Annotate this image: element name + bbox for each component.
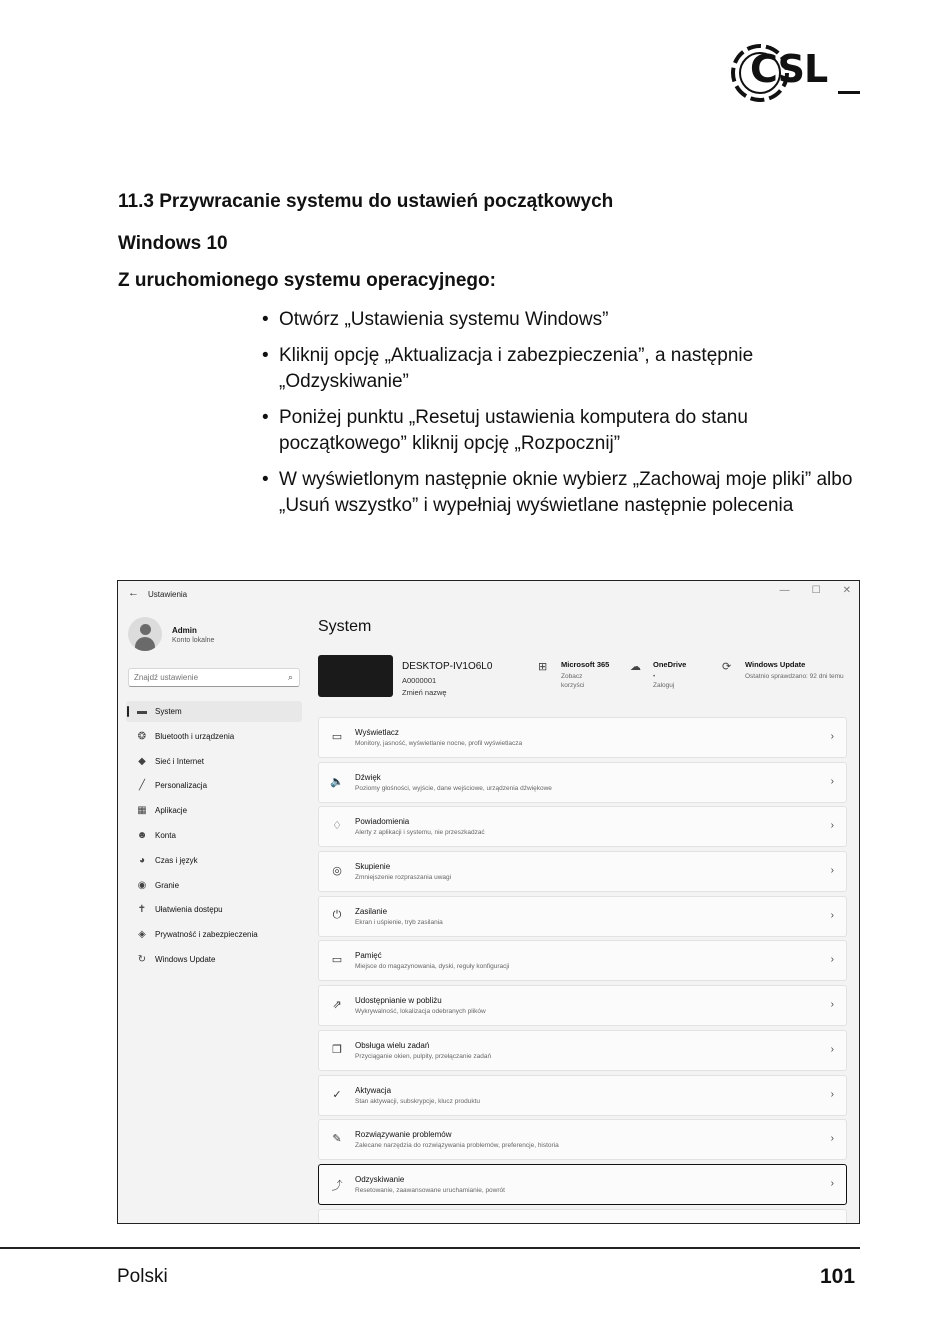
sidebar-item-time-language[interactable]: [126, 850, 302, 871]
setting-subtitle: Miejsce do magazynowania, dyski, reguły konfiguracji: [355, 963, 510, 971]
device-model: A0000001: [402, 676, 437, 685]
microsoft-logo-icon: ⊞: [538, 661, 548, 673]
settings-screenshot: [117, 580, 860, 1224]
setting-storage[interactable]: [318, 940, 847, 981]
chevron-right-icon: ›: [830, 731, 834, 742]
device-header: [318, 655, 848, 701]
instruction-item: • Otwórz „Ustawienia systemu Windows”: [262, 307, 862, 333]
chevron-right-icon: ›: [830, 999, 834, 1011]
setting-subtitle: Zalecane narzędzia do rozwiązywania problemów, preferencje, historia: [355, 1142, 559, 1150]
setting-title: Rozwiązywanie problemów: [355, 1130, 452, 1140]
tile-title: Microsoft 365: [561, 660, 610, 669]
sidebar-item-label: Windows Update: [155, 954, 216, 964]
setting-subtitle: Resetowanie, zaawansowane uruchamianie, powrót: [355, 1186, 505, 1194]
chevron-right-icon: ›: [830, 909, 834, 921]
setting-title: Skupienie: [355, 862, 391, 872]
setting-title: Udostępnianie w pobliżu: [355, 996, 442, 1006]
setting-subtitle: Zmniejszenie rozpraszania uwagi: [355, 874, 452, 882]
person-icon: ☻: [136, 829, 148, 841]
sidebar-item-label: Granie: [155, 880, 180, 890]
page-number: 101: [820, 1265, 856, 1288]
multitask-icon: ❐: [332, 1043, 342, 1056]
instruction-list: [262, 307, 862, 529]
chevron-right-icon: ›: [830, 954, 834, 966]
monitor-icon: ▬: [137, 706, 147, 717]
update-icon: ⟳: [722, 661, 732, 673]
sidebar-item-label: Konta: [155, 830, 176, 840]
desktop-thumbnail: [318, 655, 393, 697]
setting-power[interactable]: [318, 896, 847, 937]
sidebar-item-label: Prywatność i zabezpieczenia: [155, 930, 258, 940]
sidebar-nav: [126, 701, 302, 974]
tile-subtitle: • Zaloguj: [653, 673, 675, 689]
setting-subtitle: Przyciąganie okien, pulpity, przełączanie zadań: [355, 1052, 492, 1060]
shield-icon: ◈: [138, 929, 146, 941]
close-icon[interactable]: ✕: [842, 585, 851, 596]
windows-subheading: Windows 10: [118, 233, 228, 254]
sidebar-item-privacy[interactable]: [126, 924, 302, 945]
brush-icon: ╱: [138, 780, 146, 792]
wifi-icon: ◆: [138, 755, 146, 767]
focus-icon: ◎: [332, 865, 342, 878]
setting-troubleshoot[interactable]: [318, 1119, 847, 1160]
page-title: System: [318, 618, 372, 635]
sidebar-item-bluetooth[interactable]: [126, 726, 302, 747]
sidebar-item-system[interactable]: [126, 701, 302, 722]
maximize-icon[interactable]: ☐: [811, 585, 821, 596]
setting-title: Odzyskiwanie: [355, 1174, 405, 1184]
cloud-icon: ☁: [630, 661, 641, 673]
share-icon: ⇗: [332, 999, 342, 1012]
search-input[interactable]: [129, 669, 274, 686]
chevron-right-icon: ›: [830, 1177, 834, 1189]
account-type: Konto lokalne: [172, 637, 215, 644]
bell-icon: ♢: [332, 820, 342, 833]
sidebar-item-accessibility[interactable]: [126, 899, 302, 920]
sidebar-item-label: Personalizacja: [155, 781, 208, 791]
display-icon: ▭: [331, 731, 343, 743]
logo-text: CSL: [750, 47, 828, 91]
sidebar-item-gaming[interactable]: [126, 875, 302, 896]
setting-subtitle: Ekran i uśpienie, tryb zasilania: [355, 918, 443, 926]
setting-title: Aktywacja: [355, 1085, 392, 1095]
device-name: DESKTOP-IV1O6L0: [402, 661, 493, 672]
setting-display[interactable]: [318, 717, 847, 758]
recovery-icon: ⤴: [331, 1179, 343, 1192]
window-controls: [780, 585, 851, 596]
sidebar-item-label: Aplikacje: [155, 806, 188, 816]
setting-title: Obsługa wielu zadań: [355, 1040, 430, 1050]
sidebar-item-label: Bluetooth i urządzenia: [155, 731, 235, 741]
setting-title: Pamięć: [355, 951, 382, 961]
sidebar-item-label: Sieć i Internet: [155, 756, 204, 766]
sidebar-item-apps[interactable]: [126, 800, 302, 821]
bluetooth-icon: ❂: [137, 730, 147, 742]
setting-subtitle: Stan aktywacji, subskrypcje, klucz produktu: [355, 1097, 480, 1105]
setting-activation[interactable]: [318, 1075, 847, 1116]
search-box: [128, 668, 300, 687]
chevron-right-icon: ›: [830, 1088, 834, 1100]
power-icon: ⏻: [332, 908, 342, 921]
update-icon: ↻: [137, 953, 147, 965]
setting-subtitle: Alerty z aplikacji i systemu, nie przeszkadzać: [355, 829, 485, 837]
setting-focus[interactable]: [318, 851, 847, 892]
tile-title: OneDrive: [653, 660, 687, 669]
apps-icon: ▦: [137, 805, 147, 817]
tile-subtitle: Ostatnio sprawdzano: 92 dni temu: [745, 673, 844, 680]
chevron-right-icon: ›: [830, 1133, 834, 1145]
setting-title: Wyświetlacz: [355, 728, 399, 737]
back-arrow-icon[interactable]: ←: [128, 587, 139, 599]
instruction-item: • Poniżej punktu „Resetuj ustawienia komputera do stanu początkowego” kliknij opcję „Rozpocznij”: [262, 405, 862, 457]
setting-nearby-sharing[interactable]: [318, 985, 847, 1026]
section-heading: 11.3 Przywracanie systemu do ustawień początkowych: [118, 191, 614, 212]
instruction-item: • W wyświetlonym następnie oknie wybierz „Zachowaj moje pliki” albo „Usuń wszystko” i wypełniaj wyświetlane następnie polecenia: [262, 467, 862, 519]
setting-title: Zasilanie: [355, 906, 388, 916]
window-title: Ustawienia: [148, 590, 188, 599]
chevron-right-icon: ›: [830, 865, 834, 877]
speaker-icon: 🔈: [330, 775, 344, 788]
chevron-right-icon: ›: [830, 775, 834, 787]
chevron-right-icon: ›: [830, 820, 834, 832]
wrench-icon: ✎: [332, 1133, 342, 1146]
setting-subtitle: Poziomy głośności, wyjście, dane wejściowe, urządzenia dźwiękowe: [355, 784, 552, 792]
sidebar-item-accounts[interactable]: [126, 825, 302, 846]
avatar: [128, 617, 162, 651]
globe-clock-icon: ◕: [138, 854, 146, 866]
running-os-subheading: Z uruchomionego systemu operacyjnego:: [118, 270, 496, 291]
csl-logo: [728, 40, 863, 110]
chevron-right-icon: ›: [830, 1043, 834, 1055]
sidebar-item-windows-update[interactable]: [126, 949, 302, 970]
setting-title: Dźwięk: [355, 772, 381, 782]
settings-list: [318, 717, 847, 1224]
setting-subtitle: Monitory, jasność, wyświetlanie nocne, profil wyświetlacza: [355, 740, 523, 747]
tile-subtitle: Zobacz korzyści: [561, 673, 585, 689]
user-profile[interactable]: [128, 617, 308, 657]
instruction-item: • Kliknij opcję „Aktualizacja i zabezpieczenia”, a następnie „Odzyskiwanie”: [262, 343, 862, 395]
sidebar-item-label: Ułatwienia dostępu: [155, 905, 223, 915]
title-bar: [118, 581, 859, 607]
minimize-icon[interactable]: —: [779, 585, 790, 596]
setting-recovery[interactable]: [318, 1164, 847, 1205]
setting-cut-off: [318, 1209, 847, 1224]
sidebar-item-label: System: [155, 707, 182, 716]
user-name: Admin: [172, 626, 197, 635]
accessibility-icon: ✝: [137, 904, 147, 916]
footer-divider: [0, 1247, 860, 1249]
setting-title: Powiadomienia: [355, 817, 410, 827]
setting-sound[interactable]: [318, 762, 847, 803]
check-circle-icon: ✓: [332, 1088, 342, 1101]
storage-icon: ▭: [331, 954, 343, 967]
setting-subtitle: Wykrywalność, lokalizacja odebranych plików: [355, 1008, 486, 1016]
tile-title: Windows Update: [745, 660, 806, 669]
sidebar-item-label: Czas i język: [155, 855, 198, 865]
gamepad-icon: ◉: [137, 879, 147, 891]
footer-language: Polski: [117, 1266, 168, 1287]
sidebar-item-personalization[interactable]: [126, 775, 302, 796]
rename-link[interactable]: Zmień nazwę: [402, 688, 447, 697]
sidebar-item-network[interactable]: [126, 751, 302, 772]
setting-notifications[interactable]: [318, 806, 847, 847]
setting-multitasking[interactable]: [318, 1030, 847, 1071]
search-icon[interactable]: ⌕: [287, 672, 293, 682]
